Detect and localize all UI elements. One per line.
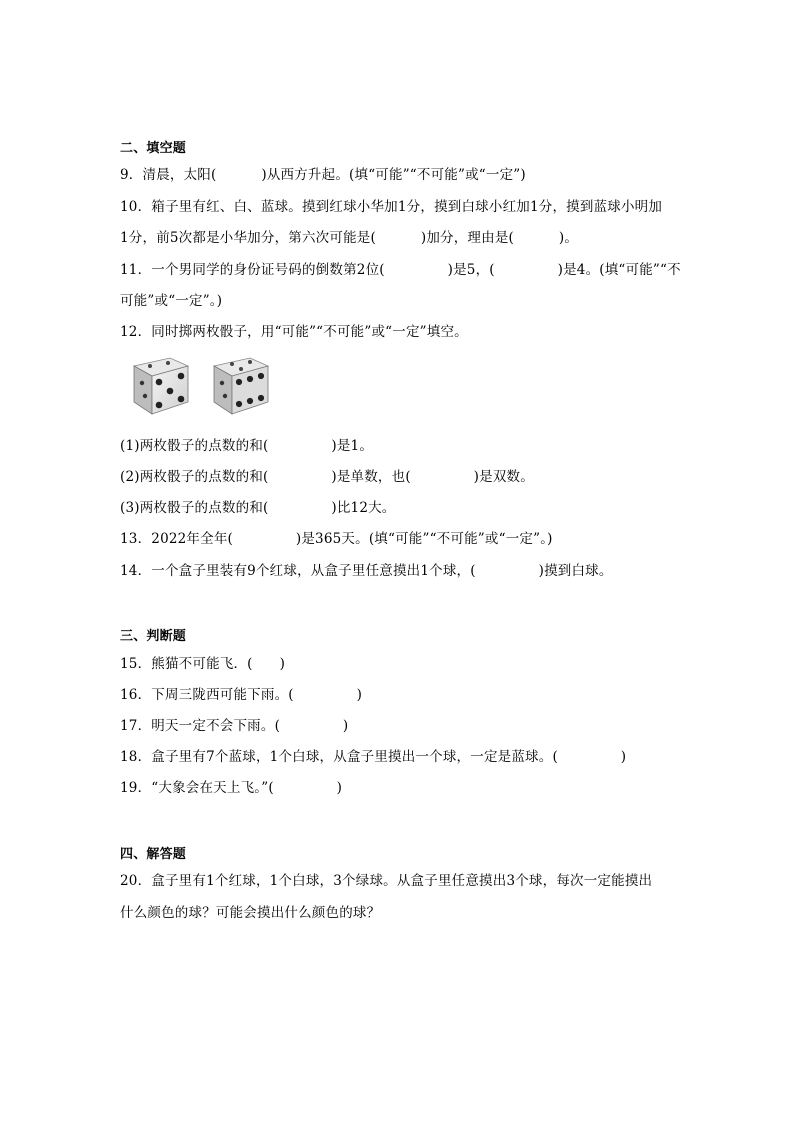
question-16: 16．下周三陇西可能下雨。( ) (120, 687, 363, 703)
question-11-line-2: 可能”或“一定”。) (120, 293, 223, 309)
question-10-line-2: 1分，前5次都是小华加分，第六次可能是( )加分，理由是( )。 (120, 230, 579, 246)
question-17: 17．明天一定不会下雨。( ) (120, 718, 349, 734)
question-15: 15．熊猫不可能飞．( ) (120, 656, 286, 672)
question-9: 9．清晨，太阳( )从西方升起。(填“可能”“不可能”或“一定”) (120, 167, 526, 183)
question-12-part-1: (1)两枚骰子的点数的和( )是1。 (120, 438, 374, 454)
die-five-icon (130, 352, 192, 416)
section-heading-fill-in: 二、填空题 (120, 141, 187, 156)
question-14: 14．一个盒子里装有9个红球，从盒子里任意摸出1个球，( )摸到白球。 (120, 563, 613, 579)
section-heading-answer: 四、解答题 (120, 847, 187, 862)
question-10-line-1: 10．箱子里有红、白、蓝球。摸到红球小华加1分，摸到白球小红加1分，摸到蓝球小明加 (120, 199, 663, 215)
question-20-line-2: 什么颜色的球？可能会摸出什么颜色的球？ (120, 905, 381, 921)
question-18: 18．盒子里有7个蓝球，1个白球，从盒子里摸出一个球，一定是蓝球。( ) (120, 749, 627, 765)
question-20-line-1: 20．盒子里有1个红球，1个白球，3个绿球。从盒子里任意摸出3个球，每次一定能摸出 (120, 873, 653, 889)
dice-illustration (120, 352, 280, 418)
die-six-icon (210, 352, 272, 416)
question-12: 12．同时掷两枚骰子，用“可能”“不可能”或“一定”填空。 (120, 324, 468, 340)
question-11-line-1: 11．一个男同学的身份证号码的倒数第2位( )是5，( )是4。(填“可能”“不 (120, 262, 681, 278)
question-13: 13．2022年全年( )是365天。(填“可能”“不可能”或“一定”。) (120, 531, 553, 547)
question-19: 19．“大象会在天上飞。”( ) (120, 780, 343, 796)
question-12-part-2: (2)两枚骰子的点数的和( )是单数，也( )是双数。 (120, 469, 534, 485)
section-heading-true-false: 三、判断题 (120, 629, 187, 644)
question-12-part-3: (3)两枚骰子的点数的和( )比12大。 (120, 500, 396, 516)
